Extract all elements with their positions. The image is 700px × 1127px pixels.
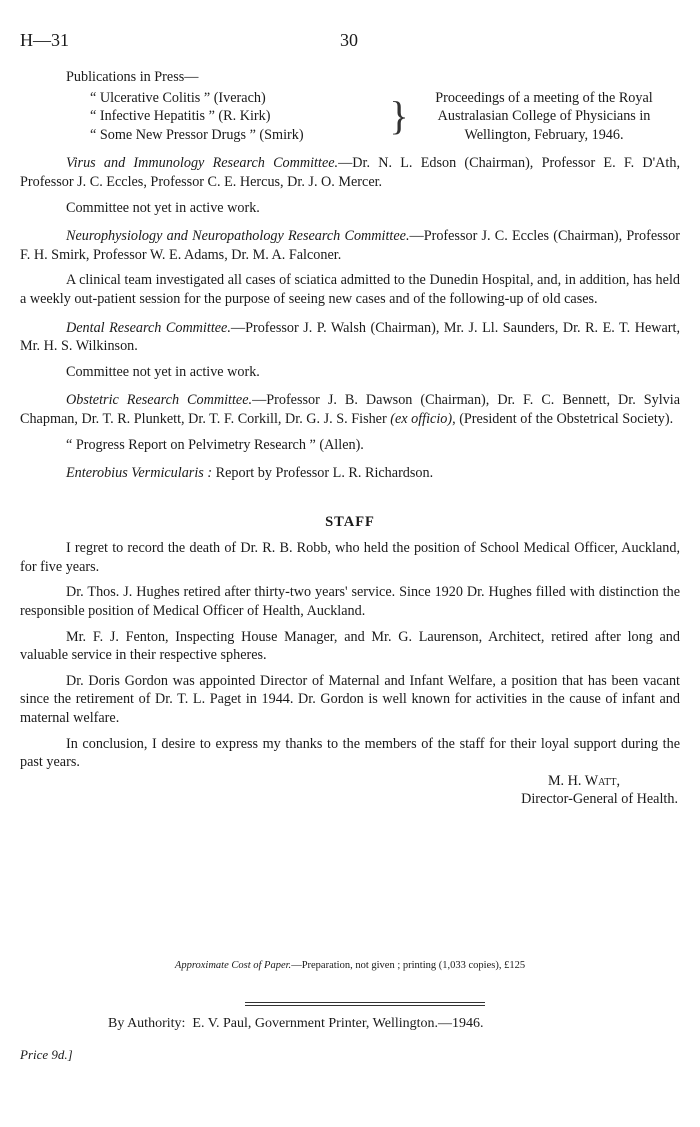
ex-officio: (ex officio) — [390, 410, 453, 427]
dental-committee — [20, 319, 680, 356]
authority-line — [108, 1016, 484, 1032]
publications-heading: Publications in Press— — [66, 69, 199, 85]
enterobius-report — [20, 464, 680, 483]
document-reference: H—31 — [20, 30, 69, 50]
cost-label: Approximate Cost of Paper. — [174, 960, 292, 971]
authority-text: E. V. Paul, Government Printer, Wellington.—1946. — [192, 1016, 484, 1031]
signature-title: Director-General of Health. — [521, 791, 678, 808]
publication-note-line: Wellington, February, 1946. — [464, 126, 624, 143]
publication-item: “ Infective Hepatitis ” (R. Kirk) — [90, 108, 271, 125]
enterobius-text: Report by Professor L. R. Richardson. — [212, 465, 434, 482]
publication-note-line: Proceedings of a meeting of the Royal — [435, 89, 653, 106]
staff-paragraph: Dr. Doris Gordon was appointed Director of Maternal and Infant Welfare, a position that has been vacant since the retirement of Dr. T. L. Paget in 1944. Dr. Gordon is well known for activities in the cause of infant and maternal welfare. — [20, 672, 680, 727]
enterobius-title: Enterobius Vermicularis : — [66, 465, 213, 482]
virus-committee-members: —Dr. N. L. Edson (Chairman), Professor E. F. D'Ath, Professor J. C. Eccles, Professor C. E. Hercus, Dr. J. O. Mercer. — [20, 155, 680, 190]
obstetric-committee-title: Obstetric Research Committee. — [66, 392, 253, 409]
neuro-committee — [20, 227, 680, 264]
publication-note — [408, 89, 680, 145]
virus-committee — [20, 154, 680, 191]
staff-paragraph: Dr. Thos. J. Hughes retired after thirty-two years' service. Since 1920 Dr. Hughes filled with distinction the responsible position of Medical Officer of Health, Auckland. — [20, 584, 680, 620]
footer-rule — [245, 1002, 485, 1003]
staff-paragraph: In conclusion, I desire to express my thanks to the members of the staff for their loyal support during the past years. — [20, 735, 680, 771]
staff-paragraph: I regret to record the death of Dr. R. B. Robb, who held the position of School Medical Officer, Auckland, for five years. — [20, 540, 680, 575]
cost-text: —Preparation, not given ; printing (1,033 copies), £125 — [291, 960, 526, 971]
obstetric-report: “ Progress Report on Pelvimetry Research ” (Allen). — [66, 436, 364, 453]
publications-list — [90, 89, 680, 145]
publication-item: “ Some New Pressor Drugs ” (Smirk) — [90, 126, 304, 143]
dental-committee-members: —Professor J. P. Walsh (Chairman), Mr. J. Ll. Saunders, Dr. R. E. T. Hewart, Mr. H. S. Wilkinson. — [20, 319, 681, 355]
publication-titles — [90, 89, 390, 145]
authority-label: By Authority: — [108, 1016, 186, 1031]
footer-rule — [245, 1005, 485, 1006]
cost-of-paper — [0, 960, 700, 971]
staff-heading: STAFF — [325, 513, 375, 530]
signature-name — [20, 772, 680, 791]
signature-name-text: M. H. Watt, — [547, 772, 620, 789]
neuro-committee-title: Neurophysiology and Neuropathology Research Committee. — [66, 228, 410, 245]
obstetric-committee-note: , (President of the Obstetrical Society). — [452, 410, 674, 427]
price: Price 9d.] — [20, 1047, 73, 1062]
virus-committee-status: Committee not yet in active work. — [66, 199, 260, 216]
neuro-committee-paragraph: A clinical team investigated all cases of sciatica admitted to the Dunedin Hospital, and, in addition, has held a weekly out-patient session for the purpose of seeing new cases and of the following-up of old cases. — [20, 272, 680, 307]
publication-note-line: Australasian College of Physicians in — [437, 108, 651, 125]
obstetric-committee — [20, 391, 680, 428]
document-body — [20, 68, 680, 809]
publication-item: “ Ulcerative Colitis ” (Iverach) — [90, 89, 266, 106]
obstetric-committee-members: —Professor J. B. Dawson (Chairman), Dr. F. C. Bennett, Dr. Sylvia Chapman, Dr. T. R. Plunkett, Dr. T. F. Corkill, Dr. G. J. S. Fisher — [20, 392, 680, 427]
staff-paragraph: Mr. F. J. Fenton, Inspecting House Manager, and Mr. G. Laurenson, Architect, retired after long and valuable service in their respective spheres. — [20, 628, 680, 664]
neuro-committee-members: —Professor J. C. Eccles (Chairman), Professor F. H. Smirk, Professor W. E. Adams, Dr. M. A. Falconer. — [20, 228, 680, 263]
brace-icon: } — [389, 93, 409, 139]
page-number: 30 — [340, 30, 358, 50]
dental-committee-status: Committee not yet in active work. — [66, 363, 260, 380]
dental-committee-title: Dental Research Committee. — [66, 319, 231, 336]
virus-committee-title: Virus and Immunology Research Committee. — [66, 155, 339, 172]
